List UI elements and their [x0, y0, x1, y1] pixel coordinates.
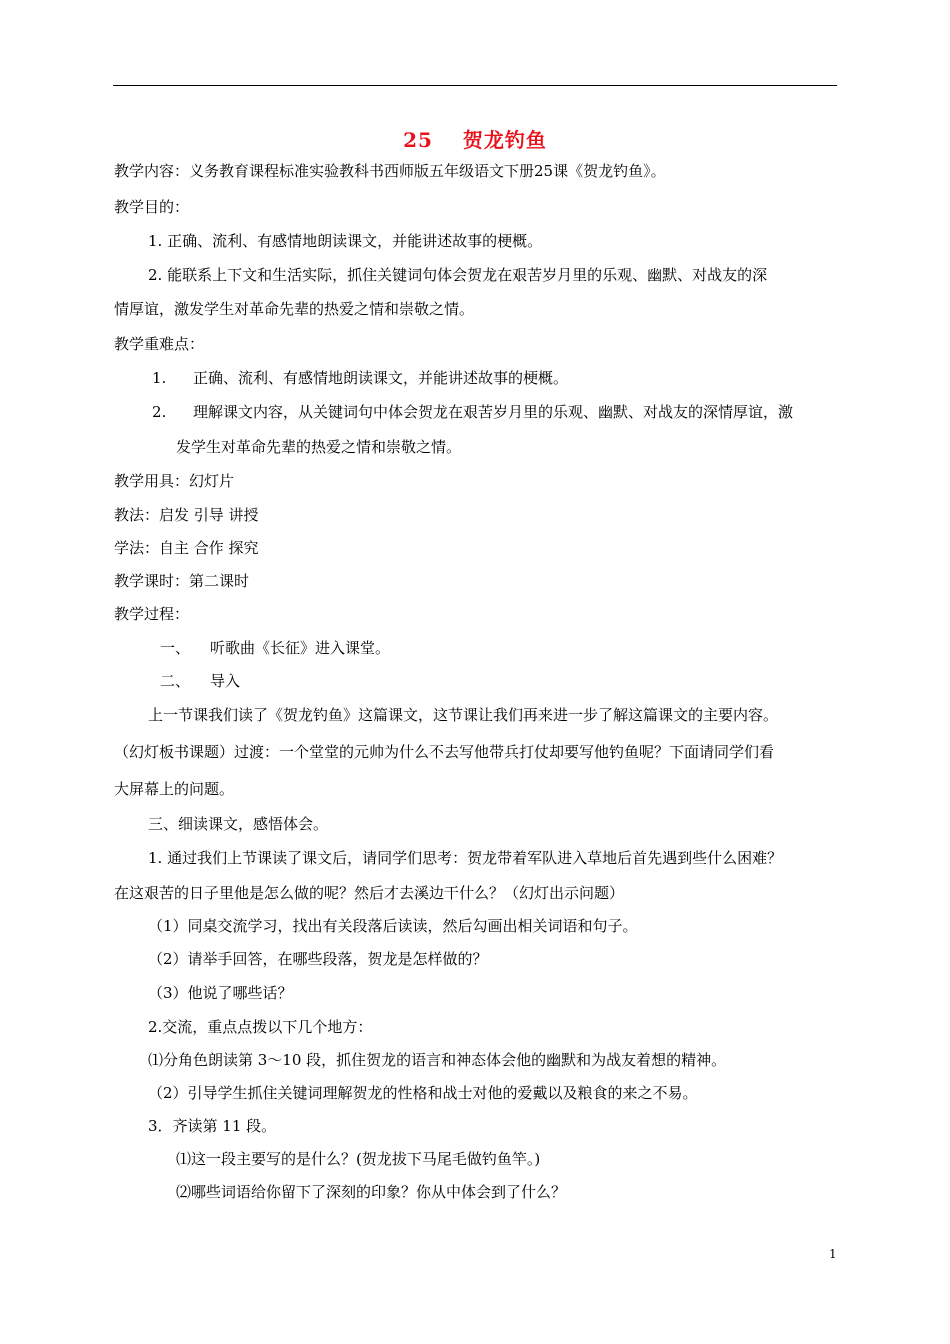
step-3-item-2-point-1: ⑴分角色朗读第 3～10 段，抓住贺龙的语言和神态体会他的幽默和为战友着想的精神。: [148, 1051, 727, 1069]
title-text: 贺龙钓鱼: [462, 128, 547, 152]
sub-item-3: （3）他说了哪些话？: [148, 984, 293, 1002]
step-3-item-2: 2.交流，重点点拨以下几个地方：: [148, 1018, 373, 1036]
sub-item-1: （1）同桌交流学习，找出有关段落后读读，然后勾画出相关词语和句子。: [148, 917, 638, 935]
teaching-methods: 教法：启发 引导 讲授: [114, 506, 259, 524]
step-1-number: 一、: [160, 639, 191, 657]
goal-item-2: 2. 能联系上下文和生活实际，抓住关键词句体会贺龙在艰苦岁月里的乐观、幽默、对战友的深: [148, 266, 768, 284]
learning-methods: 学法：自主 合作 探究: [114, 539, 259, 557]
key-point-1: 正确、流利、有感情地朗读课文，并能讲述故事的梗概。: [193, 369, 569, 387]
intro-paragraph-cont-2: 大屏幕上的问题。: [114, 780, 235, 798]
header-rule: [113, 85, 837, 86]
step-3-item-2-point-2: （2）引导学生抓住关键词理解贺龙的性格和战士对他的爱戴以及粮食的来之不易。: [148, 1084, 698, 1102]
heading-teaching-process: 教学过程：: [114, 605, 190, 623]
step-3: 三、细读课文，感悟体会。: [148, 815, 329, 833]
class-hours: 教学课时：第二课时: [114, 572, 250, 590]
sub-item-2: （2）请举手回答，在哪些段落，贺龙是怎样做的？: [148, 950, 488, 968]
page-number: 1: [829, 1247, 837, 1261]
intro-paragraph: 上一节课我们读了《贺龙钓鱼》这篇课文，这节课让我们再来进一步了解这篇课文的主要内容。: [148, 706, 779, 724]
step-3-item-1-cont: 在这艰苦的日子里他是怎么做的呢？然后才去溪边干什么？（幻灯出示问题）: [114, 884, 625, 902]
step-2: 导入: [210, 672, 241, 690]
key-point-2-cont: 发学生对革命先辈的热爱之情和崇敬之情。: [176, 438, 462, 456]
paragraph-teaching-content: 教学内容：义务教育课程标准实验教科书西师版五年级语文下册25课《贺龙钓鱼》。: [114, 162, 666, 180]
key-point-2: 理解课文内容，从关键词句中体会贺龙在艰苦岁月里的乐观、幽默、对战友的深情厚谊，激: [193, 403, 794, 421]
heading-teaching-goals: 教学目的：: [114, 198, 190, 216]
step-2-number: 二、: [160, 672, 191, 690]
key-point-1-number: 1.: [152, 369, 167, 387]
goal-item-2-cont: 情厚谊，激发学生对革命先辈的热爱之情和崇敬之情。: [114, 300, 475, 318]
step-3-item-3-question-1: ⑴这一段主要写的是什么？(贺龙拔下马尾毛做钓鱼竿。): [176, 1150, 541, 1168]
document-title: [0, 124, 950, 153]
teaching-aids: 教学用具：幻灯片: [114, 472, 235, 490]
step-1: 听歌曲《长征》进入课堂。: [210, 639, 391, 657]
title-number: 25: [403, 128, 433, 152]
key-point-2-number: 2.: [152, 403, 167, 421]
goal-item-1: 1. 正确、流利、有感情地朗读课文，并能讲述故事的梗概。: [148, 232, 543, 250]
step-3-item-3: 3．齐读第 11 段。: [148, 1117, 277, 1135]
heading-key-points: 教学重难点：: [114, 335, 205, 353]
step-3-item-1: 1. 通过我们上节课读了课文后，请同学们思考：贺龙带着军队进入草地后首先遇到些什么困难？: [148, 849, 783, 867]
step-3-item-3-question-2: ⑵哪些词语给你留下了深刻的印象？你从中体会到了什么？: [176, 1183, 567, 1201]
intro-paragraph-cont-1: （幻灯板书课题）过渡：一个堂堂的元帅为什么不去写他带兵打仗却要写他钓鱼呢？下面请同学们看: [114, 743, 775, 761]
